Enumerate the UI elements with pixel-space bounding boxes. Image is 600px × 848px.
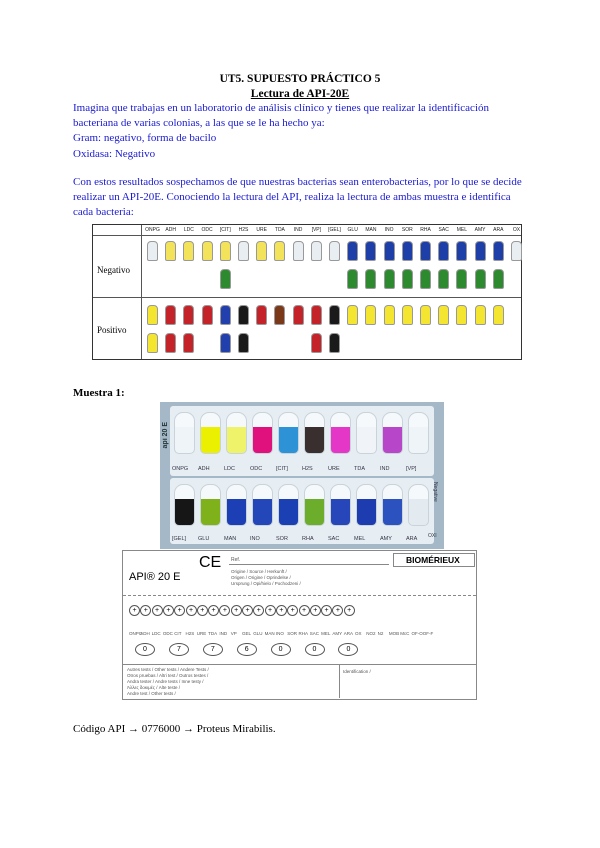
plus-minus-box: + [197, 605, 208, 616]
bottom-well-label: SAC [328, 536, 340, 542]
bottom-well-label: MAN [224, 536, 237, 542]
sheet-col-label: OF-O [411, 631, 423, 636]
bottom-well-cup [408, 484, 429, 526]
code-digit-oval: 6 [237, 643, 257, 656]
bottom-well-label: RHA [302, 536, 314, 542]
intro-line-2: bacteriana de varias colonias, a las que se le ha hecho ya: [73, 117, 325, 129]
bottom-well-cup [356, 484, 377, 526]
negative-tube [256, 241, 267, 261]
negative-tube [402, 241, 413, 261]
positive-tube [238, 305, 249, 325]
top-well-label: H2S [302, 466, 313, 472]
positive-tube [365, 305, 376, 325]
other-tests-4: Άλλες δοκιμές / Alte teste / [127, 685, 180, 690]
negative-tube [293, 241, 304, 261]
sheet-col-label: VP [230, 631, 237, 636]
positive-tube-alt [183, 333, 194, 353]
negative-tube [384, 241, 395, 261]
code-digit-oval: 0 [305, 643, 325, 656]
top-well-label: [VP] [406, 466, 417, 472]
positive-tube [202, 305, 213, 325]
sheet-col-label: ARA [343, 631, 353, 636]
top-well-label: URE [328, 466, 340, 472]
plus-minus-box: + [344, 605, 355, 616]
negative-tube-alt [438, 269, 449, 289]
plus-minus-box: + [231, 605, 242, 616]
sample-label: Muestra 1: [73, 387, 125, 399]
negative-tube [165, 241, 176, 261]
sheet-col-label: H2S [185, 631, 195, 636]
negative-tube [511, 241, 522, 261]
positive-tube [165, 305, 176, 325]
negative-tube-alt [475, 269, 486, 289]
page-subtitle: Lectura de API-20E [250, 88, 350, 100]
top-well-cup [226, 412, 247, 454]
negative-tube-alt [420, 269, 431, 289]
positive-tube [274, 305, 285, 325]
sheet-bottom-vertical [339, 664, 340, 698]
negative-tube-alt [384, 269, 395, 289]
plus-minus-box: + [174, 605, 185, 616]
negative-tube [438, 241, 449, 261]
top-well-label: IND [380, 466, 390, 472]
test-header-mel: MEL [456, 227, 468, 233]
para-line-1: Con estos resultados sospechamos de que nuestras bacterias sean enterobacterias, por lo que se decide [73, 176, 522, 188]
oxi-text: OXI [428, 533, 437, 539]
strip-brand-label: api 20 E [162, 422, 169, 449]
top-well-label: ODC [250, 466, 263, 472]
test-header-ure: URE [256, 227, 267, 233]
plus-minus-box: + [129, 605, 140, 616]
sheet-col-label: NO2 [366, 631, 376, 636]
bottom-well-label: [GEL] [172, 536, 187, 542]
bottom-well-cup [330, 484, 351, 526]
plus-minus-box: + [152, 605, 163, 616]
sheet-col-label: OF-F [422, 631, 434, 636]
sheet-col-label: MAN [264, 631, 275, 636]
sheet-col-label: RHA [298, 631, 309, 636]
sheet-col-label: ADH [140, 631, 150, 636]
plus-minus-box: + [186, 605, 197, 616]
bottom-well-label: AMY [380, 536, 392, 542]
test-header-ino: INO [384, 227, 394, 233]
negative-tube [493, 241, 504, 261]
test-header-ind: IND [293, 227, 303, 233]
negative-tube [365, 241, 376, 261]
top-well-label: TDA [354, 466, 365, 472]
sheet-col-label: SAC [309, 631, 320, 636]
positive-tube [220, 305, 231, 325]
positive-tube [475, 305, 486, 325]
plus-minus-box: + [140, 605, 151, 616]
sheet-col-label: INO [275, 631, 284, 636]
sheet-col-label: MEL [321, 631, 331, 636]
sheet-bottom-divider [123, 664, 476, 665]
positive-tube [293, 305, 304, 325]
top-well-cup [200, 412, 221, 454]
negative-tube [347, 241, 358, 261]
sheet-col-label: ODC [162, 631, 173, 636]
negative-tube-alt [493, 269, 504, 289]
negative-tube-alt [365, 269, 376, 289]
positive-tube [420, 305, 431, 325]
positive-tube-alt [165, 333, 176, 353]
top-well-cup [356, 412, 377, 454]
oxidasa-line: Oxidasa: Negativo [73, 148, 156, 160]
top-well-cup [252, 412, 273, 454]
positive-tube [311, 305, 322, 325]
bottom-well-label: ARA [406, 536, 418, 542]
test-header-cit: [CIT] [219, 227, 231, 233]
test-header-ldc: LDC [183, 227, 194, 233]
test-header-ox: OX [512, 227, 521, 233]
positive-tube-alt [329, 333, 340, 353]
positive-tube [438, 305, 449, 325]
table-divider [93, 297, 521, 298]
negative-side-text: Negative [432, 482, 438, 502]
row-label-negative: Negativo [97, 265, 130, 275]
test-header-gel: [GEL] [328, 227, 341, 233]
top-well-cup [330, 412, 351, 454]
sheet-col-label: AMY [332, 631, 343, 636]
page-title: UT5. SUPUESTO PRÁCTICO 5 [219, 73, 381, 85]
test-header-vp: [VP] [311, 227, 322, 233]
api-strip-photo [160, 402, 444, 549]
plus-minus-box: + [242, 605, 253, 616]
origin-line-3: Ursprung / Opi/hielo / Pochodzeni / [231, 581, 301, 586]
plus-minus-box: + [208, 605, 219, 616]
sheet-col-label: ONPG [129, 631, 143, 636]
bottom-well-label: SOR [276, 536, 288, 542]
negative-tube-alt [402, 269, 413, 289]
test-header-tda: TDA [274, 227, 285, 233]
negative-tube [274, 241, 285, 261]
top-well-cup [382, 412, 403, 454]
test-header-onpg: ONPG [145, 227, 160, 233]
code-digit-oval: 0 [338, 643, 358, 656]
product-name: API® 20 E [129, 571, 181, 583]
api-result-sheet [122, 550, 477, 700]
negative-tube [329, 241, 340, 261]
negative-tube [220, 241, 231, 261]
positive-tube [256, 305, 267, 325]
label-column-divider [141, 225, 142, 359]
test-header-adh: ADH [165, 227, 176, 233]
code-digit-oval: 0 [271, 643, 291, 656]
positive-tube [384, 305, 395, 325]
top-well-cup [408, 412, 429, 454]
row-label-positive: Positivo [97, 325, 127, 335]
positive-tube-alt [238, 333, 249, 353]
plus-minus-box: + [253, 605, 264, 616]
top-well-cup [304, 412, 325, 454]
result-code-line: Código API → 0776000 → Proteus Mirabilis. [73, 723, 276, 735]
test-header-sac: SAC [438, 227, 449, 233]
top-well-cup [174, 412, 195, 454]
brand-logo: BIOMÉRIEUX [406, 555, 460, 565]
sheet-col-label: McC [400, 631, 410, 636]
bottom-well-cup [226, 484, 247, 526]
para-line-3: cada bacteria: [73, 206, 134, 218]
code-digit-oval: 7 [169, 643, 189, 656]
bottom-well-label: GLU [198, 536, 210, 542]
other-tests-3: Andra tester / Andre tests / Inne testy / [127, 679, 204, 684]
negative-tube [456, 241, 467, 261]
negative-tube-alt [456, 269, 467, 289]
bottom-well-cup [382, 484, 403, 526]
plus-minus-box: + [310, 605, 321, 616]
top-well-label: LDC [224, 466, 236, 472]
intro-line-1: Imagina que trabajas en un laboratorio de análisis clínico y tienes que realizar la identificación [73, 102, 489, 114]
origin-line-2: Origen / Origine / Oprindelse / [231, 575, 291, 580]
test-header-amy: AMY [474, 227, 486, 233]
negative-tube-alt [220, 269, 231, 289]
bottom-well-cup [174, 484, 195, 526]
sheet-col-label: N2 [377, 631, 384, 636]
origin-line-1: Origine / Source / Herkunft / [231, 569, 287, 574]
top-well-label: [CIT] [276, 466, 288, 472]
positive-tube-alt [311, 333, 322, 353]
top-well-label: ONPG [172, 466, 189, 472]
test-header-man: MAN [365, 227, 377, 233]
test-header-ara: ARA [493, 227, 504, 233]
ref-label: Ref. [231, 557, 241, 563]
gram-line: Gram: negativo, forma de bacilo [73, 132, 217, 144]
sheet-col-label: LDC [151, 631, 161, 636]
negative-tube [311, 241, 322, 261]
para-line-2: realizar un API-20E. Conociendo la lectura del API, realiza la lectura de ambas muestra e identifica [73, 191, 511, 203]
positive-tube [456, 305, 467, 325]
code-digit-oval: 0 [135, 643, 155, 656]
sheet-col-label: CIT [174, 631, 182, 636]
negative-tube [475, 241, 486, 261]
sheet-col-label: SOR [287, 631, 297, 636]
positive-tube [347, 305, 358, 325]
sheet-col-label: URE [196, 631, 207, 636]
test-header-h2s: H2S [238, 227, 249, 233]
bottom-well-cup [200, 484, 221, 526]
positive-tube [329, 305, 340, 325]
bottom-well-label: MEL [354, 536, 366, 542]
sheet-col-label: OX [355, 631, 362, 636]
sheet-col-label: MOB [388, 631, 400, 636]
bottom-well-cup [304, 484, 325, 526]
positive-tube [147, 305, 158, 325]
plus-minus-box: + [219, 605, 230, 616]
negative-tube [183, 241, 194, 261]
plus-minus-box: + [299, 605, 310, 616]
top-well-label: ADH [198, 466, 210, 472]
top-well-cup [278, 412, 299, 454]
test-header-odc: ODC [201, 227, 213, 233]
other-tests-1: Autres tests / Other tests / Andere Tests / [127, 667, 209, 672]
positive-tube [493, 305, 504, 325]
plus-minus-box: + [321, 605, 332, 616]
negative-tube [420, 241, 431, 261]
sheet-col-label: GEL [242, 631, 252, 636]
positive-tube [402, 305, 413, 325]
api-reference-table [92, 224, 522, 360]
negative-tube-alt [347, 269, 358, 289]
bottom-well-label: INO [250, 536, 260, 542]
plus-minus-box: + [163, 605, 174, 616]
plus-minus-box: + [276, 605, 287, 616]
positive-tube-alt [147, 333, 158, 353]
bottom-well-cup [252, 484, 273, 526]
negative-tube [147, 241, 158, 261]
code-digit-oval: 7 [203, 643, 223, 656]
identification-label: Identification / [343, 669, 371, 674]
bottom-well-cup [278, 484, 299, 526]
positive-tube-alt [220, 333, 231, 353]
plus-minus-box: + [287, 605, 298, 616]
test-header-rha: RHA [420, 227, 431, 233]
test-header-glu: GLU [347, 227, 358, 233]
other-tests-2: Otros pruebas / Altri test / Outros testes / [127, 673, 209, 678]
positive-tube [183, 305, 194, 325]
ref-line [229, 564, 389, 565]
test-header-sor: SOR [401, 227, 413, 233]
negative-tube [202, 241, 213, 261]
sheet-divider [123, 595, 476, 596]
sheet-col-label: GLU [253, 631, 263, 636]
negative-tube [238, 241, 249, 261]
other-tests-5: Andre test / Other tests / [127, 691, 176, 696]
plus-minus-box: + [332, 605, 343, 616]
sheet-col-label: TDA [208, 631, 218, 636]
plus-minus-box: + [265, 605, 276, 616]
sheet-col-label: IND [219, 631, 228, 636]
ce-mark: CE [199, 554, 222, 571]
